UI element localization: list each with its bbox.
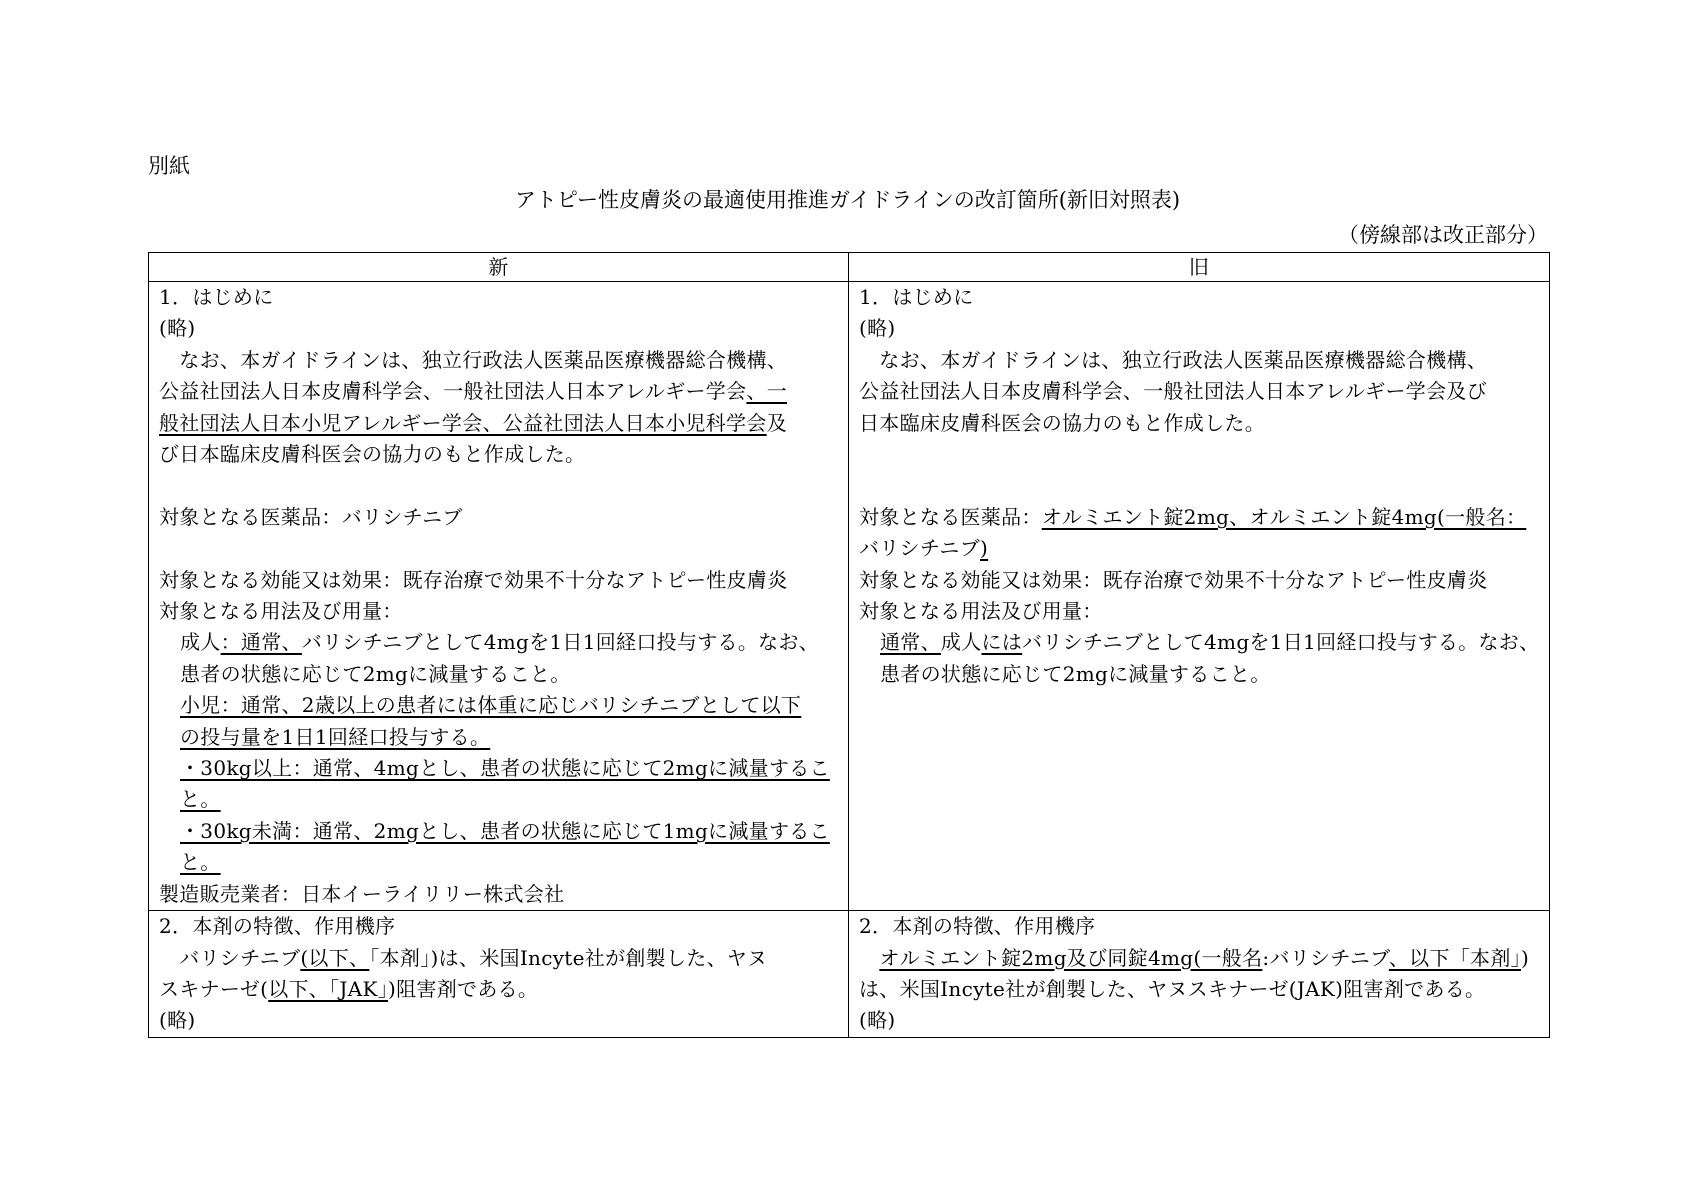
dosage-30kg-over [159, 753, 838, 784]
revised-text: (以下、 [300, 945, 370, 970]
dosage-30kg-under [159, 816, 838, 847]
section-2-new-cell [149, 911, 849, 1038]
dosage-child [159, 690, 838, 721]
omitted-marker: (略) [159, 1008, 196, 1033]
omitted-marker: (略) [859, 1008, 896, 1033]
indication: 対象となる効能又は効果：既存治療で効果不十分なアトピー性皮膚炎 [159, 567, 788, 592]
paragraph-line: オルミエント錠2mg及び同錠4mg(一般名:バリシチニブ、以下「本剤」) [879, 945, 1530, 970]
paragraph-line: び日本臨床皮膚科医会の協力のもと作成した。 [159, 442, 586, 467]
column-header-new: 新 [149, 253, 849, 282]
target-drug: 対象となる医薬品：オルミエント錠2mg、オルミエント錠4mg(一般名： [859, 504, 1527, 529]
manufacturer: 製造販売業者：日本イーライリリー株式会社 [159, 881, 565, 906]
dosage-child-cont [159, 722, 838, 753]
section-2-old-cell [849, 911, 1550, 1038]
paragraph-line: は、米国Incyte社が創製した、ヤヌスキナーゼ(JAK)阻害剤である。 [859, 976, 1486, 1001]
revised-text: 以下、「JAK」 [268, 976, 389, 1001]
target-drug-cont: バリシチニブ) [859, 536, 989, 561]
dosage-heading: 対象となる用法及び用量： [159, 599, 403, 624]
dosage-heading: 対象となる用法及び用量： [859, 599, 1103, 624]
section-heading: 2．本剤の特徴、作用機序 [159, 914, 396, 939]
section-1-new-cell [149, 282, 849, 911]
omitted-marker: (略) [159, 316, 196, 341]
dosage-line: 通常、成人にはバリシチニブとして4mgを1日1回経口投与する。なお、 [880, 630, 1540, 655]
section-heading: 1．はじめに [159, 285, 274, 309]
section-1-old-cell [849, 282, 1550, 911]
omitted-marker: (略) [859, 316, 896, 341]
underline-note: （傍線部は改正部分） [1338, 223, 1548, 247]
paragraph-line: 公益社団法人日本皮膚科学会、一般社団法人日本アレルギー学会、一 [159, 379, 788, 404]
revised-text: オルミエント錠2mg、オルミエント錠4mg(一般名： [1041, 504, 1527, 529]
revised-text: と。 [180, 850, 221, 875]
section-heading: 1．はじめに [859, 285, 974, 309]
attachment-label: 別紙 [148, 154, 190, 178]
revised-text: ・30kg以上：通常、4mgとし、患者の状態に応じて2mgに減量するこ [180, 756, 830, 781]
paragraph-line: 公益社団法人日本皮膚科学会、一般社団法人日本アレルギー学会及び [859, 379, 1487, 404]
revised-text: 般社団法人日本小児アレルギー学会、公益社団法人日本小児科学会 [159, 410, 767, 435]
revised-text: ・30kg未満：通常、2mgとし、患者の状態に応じて1mgに減量するこ [180, 818, 830, 843]
revised-text: には [981, 630, 1023, 655]
revised-text: 通常、 [880, 630, 941, 655]
revised-text: ：通常、 [220, 630, 302, 655]
document-title: アトピー性皮膚炎の最適使用推進ガイドラインの改訂箇所(新旧対照表) [514, 188, 1181, 212]
header-row [149, 253, 1550, 282]
section-2-row [149, 911, 1550, 1038]
paragraph-line: 般社団法人日本小児アレルギー学会、公益社団法人日本小児科学会及 [159, 410, 788, 435]
indication: 対象となる効能又は効果：既存治療で効果不十分なアトピー性皮膚炎 [859, 567, 1488, 592]
paragraph-line: 日本臨床皮膚科医会の協力のもと作成した。 [859, 410, 1265, 435]
revised-text: 、以下「本剤」 [1388, 945, 1521, 970]
dosage-30kg-over-cont [159, 784, 838, 815]
paragraph-line: なお、本ガイドラインは、独立行政法人医薬品医療機器総合機構、 [159, 347, 788, 372]
revised-text: と。 [180, 787, 221, 812]
target-drug: 対象となる医薬品：バリシチニブ [159, 504, 463, 529]
dosage-line-cont: 患者の状態に応じて2mgに減量すること。 [880, 661, 1271, 686]
paragraph-line: スキナーゼ(以下、「JAK」)阻害剤である。 [159, 976, 539, 1001]
paragraph-line: バリシチニブ(以下、「本剤」)は、米国Incyte社が創製した、ヤヌ [159, 945, 768, 970]
revised-text: の投与量を1日1回経口投与する。 [180, 724, 491, 749]
revised-text: ) [980, 536, 989, 561]
paragraph-line: なお、本ガイドラインは、独立行政法人医薬品医療機器総合機構、 [859, 347, 1488, 372]
dosage-30kg-under-cont [159, 847, 838, 878]
revised-text: 小児：通常、2歳以上の患者には体重に応じバリシチニブとして以下 [180, 693, 802, 718]
section-1-row [149, 282, 1550, 911]
column-header-old: 旧 [849, 253, 1550, 282]
dosage-adult-cont: 患者の状態に応じて2mgに減量すること。 [180, 661, 571, 686]
section-heading: 2．本剤の特徴、作用機序 [859, 914, 1096, 939]
revised-text: 、一 [746, 379, 788, 404]
dosage-adult: 成人：通常、バリシチニブとして4mgを1日1回経口投与する。なお、 [180, 630, 820, 655]
comparison-table [148, 252, 1550, 1038]
revised-text: オルミエント錠2mg及び同錠4mg(一般名 [879, 945, 1263, 970]
